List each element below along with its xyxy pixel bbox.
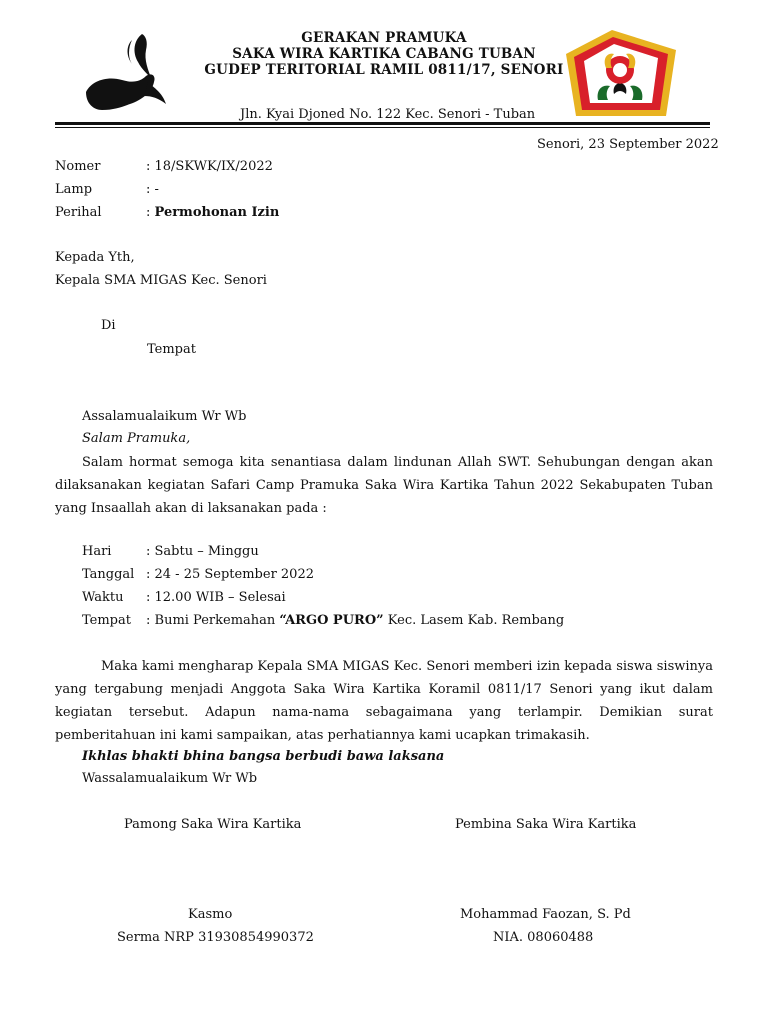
lamp-label: Lamp	[55, 182, 93, 197]
org-gudep: GUDEP TERITORIAL RAMIL 0811/17, SENORI	[204, 62, 564, 78]
right-signatory-id: NIA. 08060488	[493, 930, 594, 945]
left-signatory-title: Pamong Saka Wira Kartika	[124, 817, 302, 832]
scout-motto: Ikhlas bhakti bhina bangsa berbudi bawa laksana	[82, 749, 445, 764]
tempat-suffix: Kec. Lasem Kab. Rembang	[383, 613, 565, 628]
salam-pramuka: Salam Pramuka,	[82, 431, 191, 446]
hari-label: Hari	[82, 544, 112, 559]
perihal-value: Permohonan Izin	[154, 205, 280, 220]
nomor-value: : 18/SKWK/IX/2022	[146, 159, 273, 174]
right-signatory-name: Mohammad Faozan, S. Pd	[460, 907, 631, 922]
org-branch: SAKA WIRA KARTIKA CABANG TUBAN	[232, 46, 536, 62]
left-signatory-name: Kasmo	[188, 907, 233, 922]
closing-greeting: Wassalamualaikum Wr Wb	[82, 771, 258, 786]
greeting: Assalamualaikum Wr Wb	[82, 409, 247, 424]
org-address: Jln. Kyai Djoned No. 122 Kec. Senori - Tuban	[240, 107, 536, 122]
tempat-row	[146, 613, 564, 628]
lamp-value: : -	[146, 182, 159, 197]
perihal-label: Perihal	[55, 205, 102, 220]
body-paragraph-1: Salam hormat semoga kita senantiasa dalam lindunan Allah SWT. Sehubungan dengan akan dilaksanakan kegiatan Safari Camp Pramuka Saka Wira Kartika Tahun 2022 Sekabupaten Tuban yang Insaallah akan di laksanakan pada :	[55, 455, 713, 516]
waktu-value: : 12.00 WIB – Selesai	[146, 590, 286, 605]
recipient-tempat: Tempat	[147, 342, 196, 357]
recipient-name: Kepala SMA MIGAS Kec. Senori	[55, 273, 267, 288]
tanggal-label: Tanggal	[82, 567, 135, 582]
waktu-label: Waktu	[82, 590, 124, 605]
saka-wira-kartika-emblem	[562, 28, 680, 118]
right-signatory-title: Pembina Saka Wira Kartika	[455, 817, 637, 832]
letterhead-rule-thick	[55, 122, 710, 125]
tanggal-value: : 24 - 25 September 2022	[146, 567, 314, 582]
tempat-venue: “ARGO PURO”	[279, 613, 384, 628]
tempat-prefix: : Bumi Perkemahan	[146, 613, 280, 628]
hari-value: : Sabtu – Minggu	[146, 544, 259, 559]
left-signatory-id: Serma NRP 31930854990372	[117, 930, 314, 945]
perihal-colon: :	[146, 205, 155, 220]
recipient-salutation: Kepada Yth,	[55, 250, 135, 265]
letter-date: Senori, 23 September 2022	[537, 137, 719, 152]
letterhead-rule-thin	[55, 127, 710, 128]
body-paragraph-2: Maka kami mengharap Kepala SMA MIGAS Kec. Senori memberi izin kepada siswa siswinya yang tergabung menjadi Anggota Saka Wira Kartika Koramil 0811/17 Senori yang ikut dalam kegiatan tersebut. Adapun nama-nama sebagaimana yang terlampir. Demikian surat pemberitahuan ini kami sampaikan, atas perhatiannya kami ucapkan trimakasih.	[55, 659, 713, 743]
perihal-row	[146, 205, 279, 220]
tempat-label: Tempat	[82, 613, 131, 628]
recipient-di: Di	[101, 318, 116, 333]
org-name: GERAKAN PRAMUKA	[301, 30, 467, 46]
nomor-label: Nomer	[55, 159, 101, 174]
